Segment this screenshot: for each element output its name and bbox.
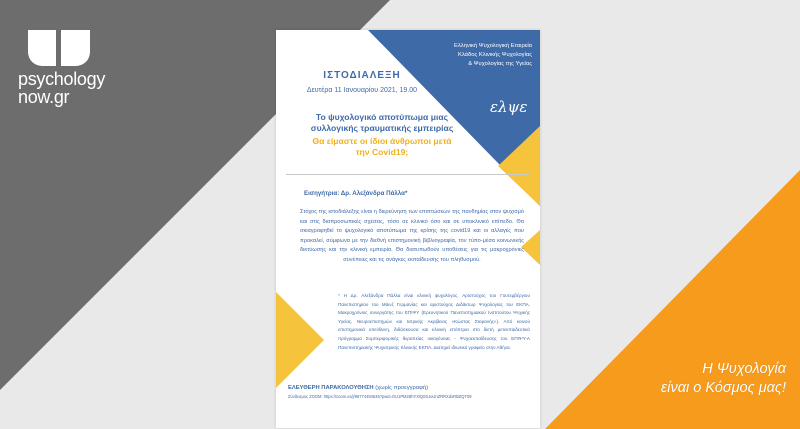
logo-line-2: now.gr — [18, 87, 70, 107]
org-line-3: & Ψυχολογίας της Υγείας — [468, 61, 532, 67]
subheading-line-2: την Covid19; — [355, 147, 409, 157]
lecture-description: Στόχος της ιστοδιάλεξης είναι η διερεύνηση των επιπτώσεων της πανδημίας στον ψυχισμό και στις διαπροσωπικές σχέσεις, τόσο σε κλινικό όσο και σε υποκλινικό επίπεδο. Θα σκιαγραφηθεί το ψυχολογικό αποτύπωμα της κρίσης της covid19 και οι αλλαγές που προκαλεί, σύμφωνα με την διεθνή επιστημονική βιβλιογραφία, τον τύπο-μέσα κοινωνικής δικτύωσης και την κλινική εμπειρία. Θα διατυπωθούν υποθέσεις για τις μακροχρόνιες συνέπειες και τις ανάγκες εκπαίδευσης του πληθυσμού. — [300, 209, 524, 263]
org-line-2: Κλάδος Κλινικής Ψυχολογίας — [457, 52, 532, 58]
lecture-subheading — [282, 136, 482, 158]
site-tagline — [616, 360, 786, 398]
event-poster — [276, 30, 540, 428]
divider — [286, 174, 530, 175]
org-line-1: Ελληνική Ψυχολογική Εταιρεία — [453, 43, 532, 49]
heading-line-1: Το ψυχολογικό αποτύπωμα μιας — [315, 112, 449, 122]
lecture-heading — [282, 112, 482, 134]
free-attendance — [288, 385, 428, 391]
psychologynow-logo[interactable] — [18, 30, 128, 106]
zoom-link-line — [288, 394, 528, 399]
zoom-link[interactable]: https://zoom.us/j/96774494536?pwd=OU1PMzBhYXlQ0SJoUnZRRXdxRBZQT09 — [323, 394, 472, 399]
poster-title: ΙΣΤΟΔΙΑΛΕΞΗ — [323, 70, 401, 81]
speaker-bio: * Η Δρ. Αλεξάνδρα Πάλλα είναι κλινική ψυχολόγος. Αριστούχος του Γουτεμβέργιου Πανεπιστημίου του Μάινζ Γερμανίας και αριστούχος Διδάκτωρ Ψυχολογίας του ΕΚΠΑ. Μακροχρόνιος συνεργάτης του ΕΠΙΨΥ (Ερευνητικού Πανεπιστημιακού Ινστιτούτου Ψυχικής Υγείας, Νευροεπιστημών και Ιατρικής Ακρίβειας «Κώστας Στεφανής»). Από κοινού επιστημονικά υπεύθυνη, διδάσκουσα και κλινική επόπτρια στο διετή μετεκπαιδευτικό πρόγραμμα Συμπεριφορικής θεραπείας οικογένειας - Ψυχοεκπαίδευσης του ΕΠΙΨΥ-Α Πανεπιστημιακής Ψυχιατρικής Κλινικής ΕΚΠΑ. Διατηρεί ιδιωτικό γραφείο στην Αθήνα. — [338, 293, 530, 350]
logo-line-1: psychology — [18, 69, 106, 89]
elpse-logo: ελψε — [490, 98, 528, 116]
organization-name — [392, 42, 532, 69]
event-date: Δευτέρα 11 Ιανουαρίου 2021, 19.00 — [306, 87, 418, 94]
zoom-label: Σύνδεσμος ZOOM: — [288, 394, 323, 399]
subheading-line-1: Θα είμαστε οι ίδιοι άνθρωποι μετά — [312, 136, 452, 146]
free-attendance-sub: (χωρίς προεγγραφή) — [375, 385, 429, 391]
speaker-line: Εισηγήτρια: Δρ. Αλεξάνδρα Πάλλα* — [304, 190, 408, 197]
tagline-line-2: είναι ο Κόσμος μας! — [660, 380, 786, 396]
brain-logo-icon — [28, 30, 90, 66]
tagline-line-1: Η Ψυχολογία — [702, 361, 786, 377]
free-attendance-label: ΕΛΕΥΘΕΡΗ ΠΑΡΑΚΟΛΟΥΘΗΣΗ — [288, 385, 374, 391]
heading-line-2: συλλογικής τραυματικής εμπειρίας — [310, 123, 454, 133]
poster-yellow-triangle-bottom — [276, 292, 324, 388]
